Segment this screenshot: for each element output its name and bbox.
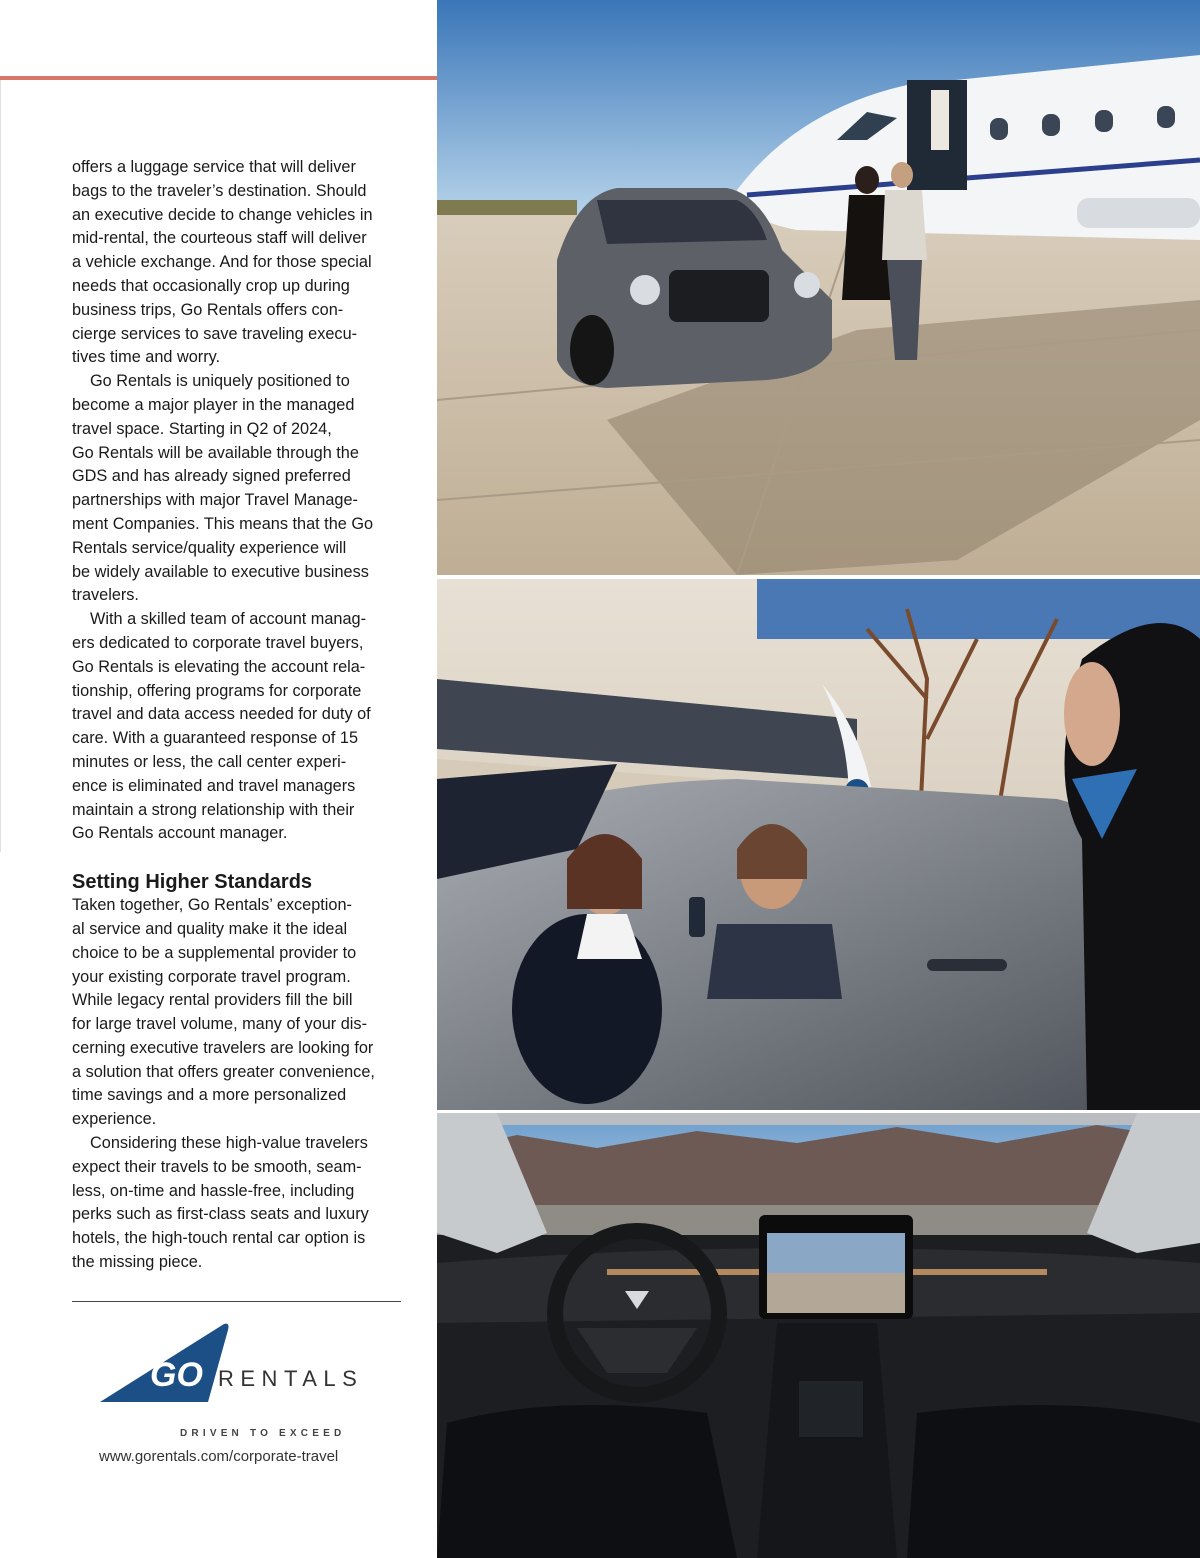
text-line: offers a luggage service that will deliver: [72, 158, 356, 176]
logo-go-text: GO: [150, 1356, 203, 1394]
text-line: tives time and worry.: [72, 348, 221, 367]
text-line: tionship, offering programs for corporate: [72, 681, 362, 700]
text-line: less, on-time and hassle-free, including: [72, 1181, 355, 1200]
text-line: al service and quality make it the ideal: [72, 919, 348, 938]
text-line: Taken together, Go Rentals’ exception-: [72, 896, 352, 915]
text-line: become a major player in the managed: [72, 395, 355, 414]
article-paragraph: [72, 156, 404, 370]
text-line: Rentals service/quality experience will: [72, 538, 347, 557]
text-line: Go Rentals is uniquely positioned to: [90, 372, 350, 391]
text-line: travelers.: [72, 586, 139, 605]
text-line: bags to the traveler’s destination. Should: [72, 181, 367, 200]
article-paragraph: [72, 1132, 404, 1275]
logo-tagline: DRIVEN TO EXCEED: [180, 1428, 346, 1439]
top-accent-rule: [0, 76, 437, 80]
text-line: travel space. Starting in Q2 of 2024,: [72, 419, 332, 438]
text-line: care. With a guaranteed response of 15: [72, 729, 359, 748]
photo-convertible-agent: [437, 579, 1200, 1110]
text-line: choice to be a supplemental provider to: [72, 943, 357, 962]
text-line: the missing piece.: [72, 1253, 203, 1272]
article-paragraph: [72, 370, 404, 608]
left-edge-line: [0, 80, 1, 852]
section-subhead: Setting Higher Standards: [72, 871, 313, 894]
text-line: experience.: [72, 1110, 157, 1129]
text-line: While legacy rental providers fill the bill: [72, 991, 353, 1010]
corporate-travel-url[interactable]: www.gorentals.com/corporate-travel: [99, 1448, 339, 1465]
text-line: expect their travels to be smooth, seam-: [72, 1157, 362, 1176]
article-paragraph: [72, 894, 404, 1132]
text-line: cerning executive travelers are looking for: [72, 1038, 374, 1057]
text-line: maintain a strong relationship with their: [72, 800, 355, 819]
article-body: [72, 156, 404, 1275]
photo-suv-private-jet: [437, 0, 1200, 575]
text-line: travel and data access needed for duty of: [72, 705, 371, 724]
text-line: Go Rentals account manager.: [72, 824, 288, 843]
text-line: cierge services to save traveling execu-: [72, 324, 358, 343]
text-line: Considering these high-value travelers: [90, 1134, 368, 1153]
text-line: an executive decide to change vehicles in: [72, 205, 373, 224]
photo-tesla-interior: [437, 1113, 1200, 1558]
text-line: needs that occasionally crop up during: [72, 276, 350, 295]
article-paragraph: [72, 608, 404, 846]
text-line: perks such as first-class seats and luxury: [72, 1205, 369, 1224]
text-line: a solution that offers greater convenience,: [72, 1062, 375, 1081]
text-line: ers dedicated to corporate travel buyers,: [72, 633, 364, 652]
text-line: minutes or less, the call center experi-: [72, 752, 347, 771]
text-line: ence is eliminated and travel managers: [72, 776, 356, 795]
logo-rentals-text: RENTALS: [218, 1366, 364, 1391]
text-line: business trips, Go Rentals offers con-: [72, 300, 344, 319]
footer-divider: [72, 1301, 401, 1302]
text-line: partnerships with major Travel Manage-: [72, 491, 358, 510]
text-line: With a skilled team of account manag-: [90, 610, 367, 629]
text-line: hotels, the high-touch rental car option is: [72, 1229, 366, 1248]
text-line: time savings and a more personalized: [72, 1086, 347, 1105]
go-rentals-logo: [96, 1318, 386, 1410]
text-line: be widely available to executive business: [72, 562, 369, 581]
text-line: for large travel volume, many of your dis-: [72, 1015, 367, 1034]
text-line: GDS and has already signed preferred: [72, 467, 351, 486]
text-line: Go Rentals will be available through the: [72, 443, 359, 462]
text-line: your existing corporate travel program.: [72, 967, 351, 986]
text-line: ment Companies. This means that the Go: [72, 514, 374, 533]
text-line: Go Rentals is elevating the account rela-: [72, 657, 366, 676]
text-line: a vehicle exchange. And for those special: [72, 253, 372, 272]
text-line: mid-rental, the courteous staff will deliver: [72, 229, 367, 248]
